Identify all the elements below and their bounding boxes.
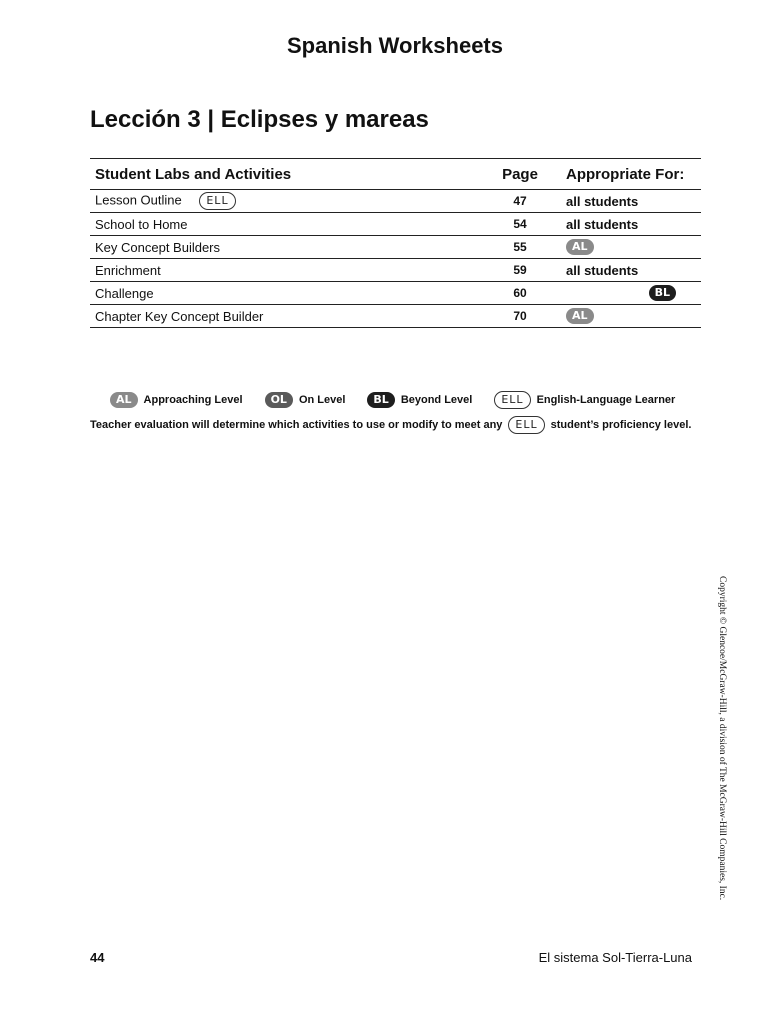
note-text-before: Teacher evaluation will determine which activities to use or modify to meet any [90,419,503,431]
legend-label: English-Language Learner [536,394,676,406]
legend-label: Approaching Level [143,394,243,406]
note-text-after: student’s proficiency level. [550,419,692,431]
appropriate-text: all students [566,193,639,209]
table-header-row [90,159,701,190]
header-page: Page [484,159,556,190]
page-cell: 59 [484,259,556,282]
bl-badge-icon: BL [649,285,676,301]
ell-badge-icon: ELL [494,391,530,409]
header-activities: Student Labs and Activities [90,159,484,190]
page-cell: 60 [484,282,556,305]
activity-cell [90,190,484,213]
appropriate-cell [556,190,701,213]
appropriate-cell [556,236,701,259]
lesson-title: Lección 3 | Eclipses y mareas [90,106,429,133]
legend-item-al [110,392,243,408]
activity-cell: Key Concept Builders [90,236,484,259]
table-row [90,213,701,236]
activities-table [90,158,701,328]
page-cell: 54 [484,213,556,236]
appropriate-text: all students [566,216,639,232]
page-cell: 55 [484,236,556,259]
bl-badge-icon: BL [367,392,394,408]
header-appropriate: Appropriate For: [556,159,701,190]
al-badge-icon: AL [566,308,594,324]
page-cell: 70 [484,305,556,328]
copyright-notice: Copyright © Glencoe/McGraw-Hill, a division of The McGraw-Hill Companies, Inc. [717,576,727,901]
teacher-note [90,416,710,434]
table-row [90,282,701,305]
footer-chapter-title: El sistema Sol-Tierra-Luna [538,950,692,965]
activity-cell: Chapter Key Concept Builder [90,305,484,328]
ell-badge-icon: ELL [508,416,544,434]
legend-item-ell [494,391,675,409]
table-row [90,190,701,213]
activity-label: Lesson Outline [95,192,182,208]
legend-label: On Level [298,394,346,406]
level-legend [110,391,697,409]
activity-cell: School to Home [90,213,484,236]
activity-cell: Challenge [90,282,484,305]
appropriate-cell [556,305,701,328]
ol-badge-icon: OL [265,392,293,408]
al-badge-icon: AL [566,239,594,255]
appropriate-cell [556,282,701,305]
legend-item-bl [367,392,472,408]
page-header-title: Spanish Worksheets [287,33,503,58]
table-row [90,305,701,328]
page-number: 44 [90,950,105,965]
activity-cell: Enrichment [90,259,484,282]
appropriate-cell [556,259,701,282]
table-row [90,259,701,282]
page-cell: 47 [484,190,556,213]
ell-badge-icon: ELL [199,192,235,210]
appropriate-cell [556,213,701,236]
table-row [90,236,701,259]
appropriate-text: all students [566,262,639,278]
legend-label: Beyond Level [400,394,473,406]
al-badge-icon: AL [110,392,138,408]
legend-item-ol [265,392,346,408]
